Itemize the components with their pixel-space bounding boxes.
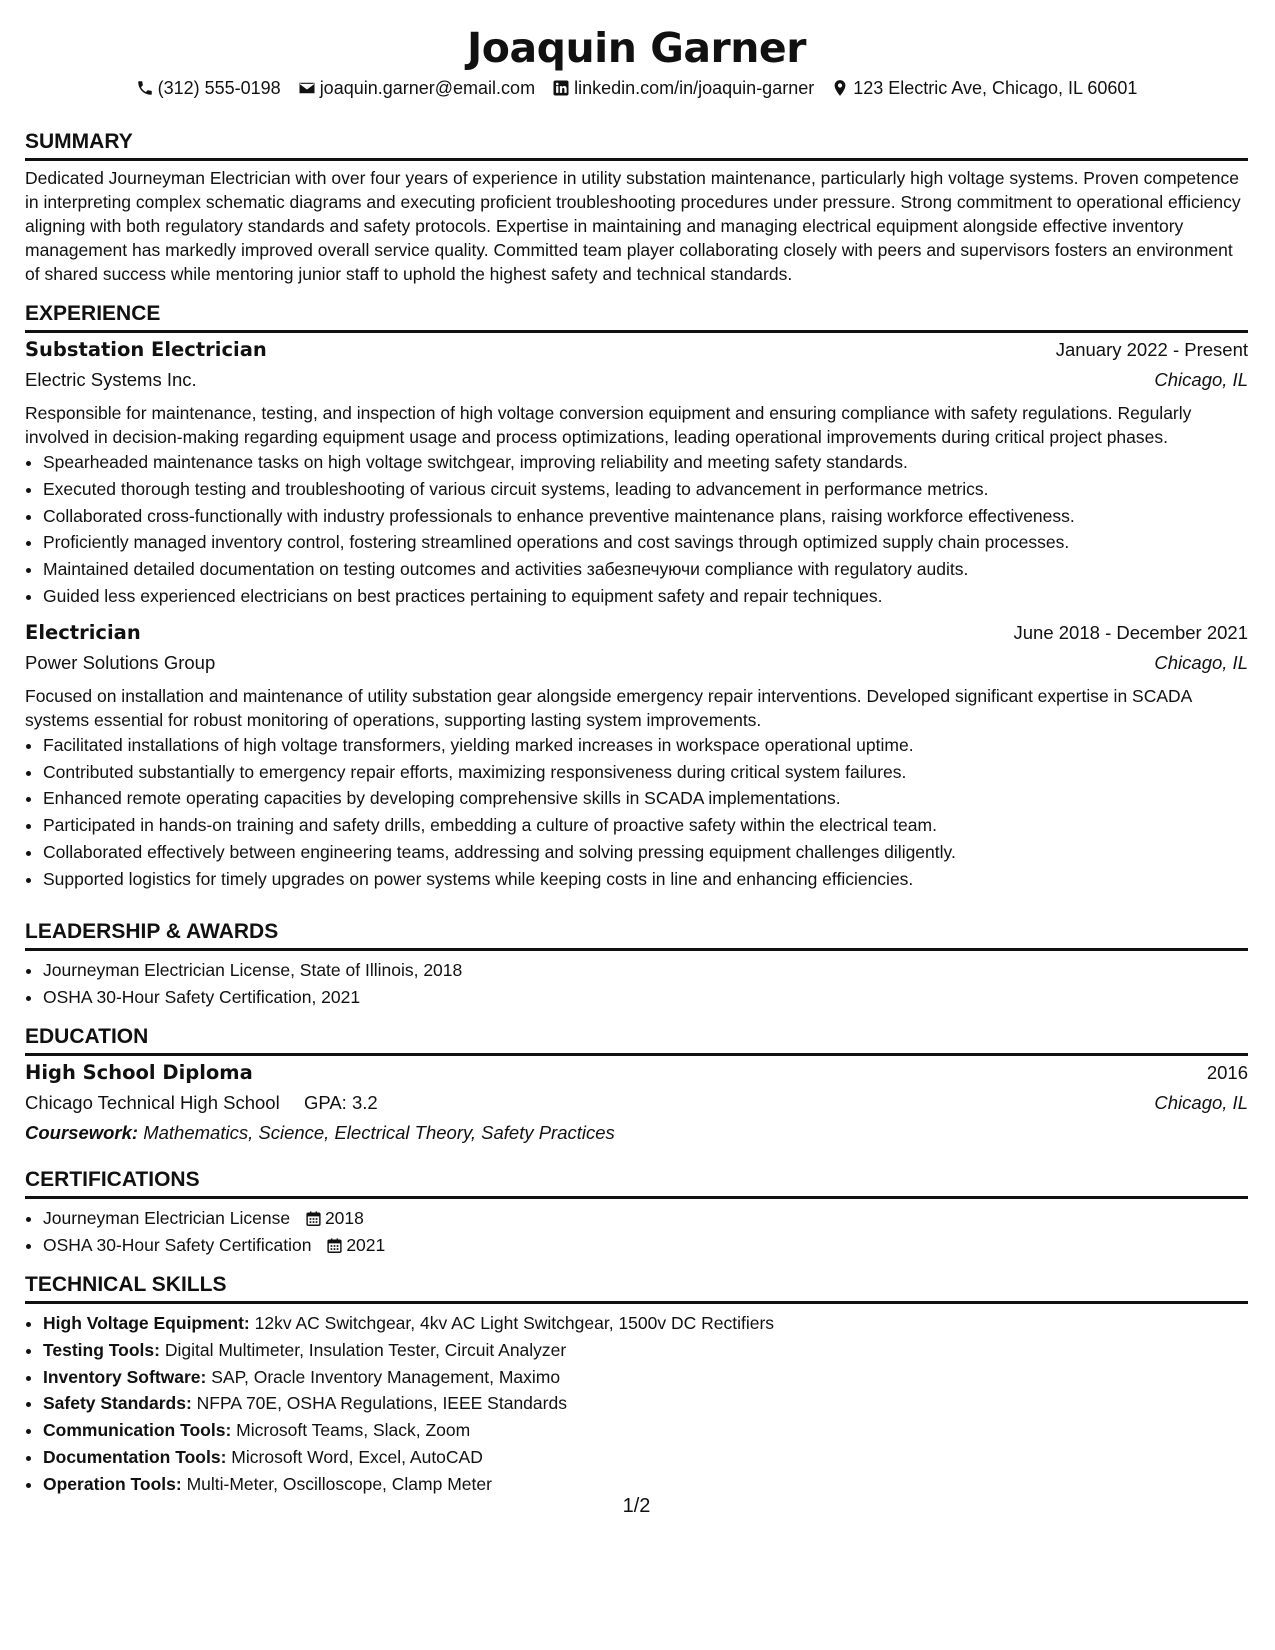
skill-value: 12kv AC Switchgear, 4kv AC Light Switchgear, 1500v DC Rectifiers xyxy=(254,1313,775,1333)
list-item xyxy=(43,1232,1248,1259)
job-company: Electric Systems Inc. xyxy=(25,369,197,390)
skills-list xyxy=(25,1310,1248,1498)
list-item: • Collaborated cross-functionally with industry professionals to enhance preventive maintenance plans, raising workforce effectiveness. xyxy=(43,503,1248,530)
job-description: Focused on installation and maintenance of utility substation gear alongside emergency repair interventions. Developed significant expertise in SCADA systems essential for robust monitoring of operations, supporting lasting system improvements. xyxy=(25,685,1192,730)
certifications-list xyxy=(25,1205,1248,1259)
contact-address xyxy=(831,76,1137,100)
leadership-section xyxy=(25,918,1248,1011)
linkedin-link[interactable]: linkedin.com/in/joaquin-garner xyxy=(574,78,815,98)
experience-section xyxy=(25,300,1248,893)
list-item xyxy=(43,1364,1248,1391)
skill-value: Microsoft Teams, Slack, Zoom xyxy=(236,1420,471,1441)
skill-label: High Voltage Equipment: xyxy=(43,1313,250,1333)
job-date: June 2018 - December 2021 xyxy=(1013,621,1248,643)
school-line xyxy=(25,1088,378,1118)
skill-label: Documentation Tools: xyxy=(43,1446,227,1467)
skills-section xyxy=(25,1271,1248,1498)
coursework-line xyxy=(25,1118,1248,1148)
list-item: • Contributed substantially to emergency repair efforts, maximizing responsiveness during critical system failures. xyxy=(43,759,1248,786)
section-title-skills: TECHNICAL SKILLS xyxy=(25,1271,1248,1304)
section-title-summary: SUMMARY xyxy=(25,128,1248,161)
list-item: • Maintained detailed documentation on testing outcomes and activities забезпечуючи compliance with regulatory audits. xyxy=(43,556,1248,583)
education-location: Chicago, IL xyxy=(1154,1092,1248,1113)
education-section xyxy=(25,1023,1248,1148)
list-item: • Proficiently managed inventory control, fostering streamlined operations and cost savings through optimized supply chain processes. xyxy=(43,529,1248,556)
location-pin-icon xyxy=(831,79,849,97)
job-location: Chicago, IL xyxy=(1154,651,1248,673)
list-item: • Guided less experienced electricians on best practices pertaining to equipment safety and repair techniques. xyxy=(43,583,1248,610)
job-title: Electrician xyxy=(25,620,141,644)
job-bullets xyxy=(25,732,1248,893)
skill-label: Inventory Software: xyxy=(43,1366,207,1387)
job-date: January 2022 - Present xyxy=(1055,339,1248,360)
certification-name: Journeyman Electrician License xyxy=(43,1208,291,1228)
education-year: 2016 xyxy=(1206,1062,1248,1083)
certification-name: OSHA 30-Hour Safety Certification xyxy=(43,1234,312,1255)
candidate-name: Joaquin Garner xyxy=(467,24,806,72)
contact-linkedin[interactable] xyxy=(552,76,814,100)
list-item: • Supported logistics for timely upgrades on power systems while keeping costs in line and enhancing efficiencies. xyxy=(43,866,1248,893)
envelope-icon xyxy=(298,79,316,97)
job-location: Chicago, IL xyxy=(1154,369,1248,390)
list-item xyxy=(43,1205,1248,1232)
section-title-certifications: CERTIFICATIONS xyxy=(25,1166,1248,1199)
skill-label: Safety Standards: xyxy=(43,1393,192,1414)
list-item: • Facilitated installations of high voltage transformers, yielding marked increases in workspace operational uptime. xyxy=(43,732,1248,759)
job-entry xyxy=(25,335,1248,610)
section-title-experience: EXPERIENCE xyxy=(25,300,1248,333)
leadership-list xyxy=(25,957,1248,1011)
calendar-icon xyxy=(305,1210,323,1228)
section-title-leadership: LEADERSHIP & AWARDS xyxy=(25,918,1248,951)
phone-text: (312) 555-0198 xyxy=(157,78,281,98)
certifications-section xyxy=(25,1166,1248,1259)
skill-value: SAP, Oracle Inventory Management, Maximo xyxy=(211,1366,561,1387)
list-item: • Participated in hands-on training and safety drills, embedding a culture of proactive safety within the electrical team. xyxy=(43,812,1248,839)
address-text: 123 Electric Ave, Chicago, IL 60601 xyxy=(853,78,1138,98)
list-item: • Collaborated effectively between engineering teams, addressing and solving pressing equipment challenges diligently. xyxy=(43,839,1248,866)
job-title: Substation Electrician xyxy=(25,338,267,361)
list-item: • Spearheaded maintenance tasks on high voltage switchgear, improving reliability and meeting safety standards. xyxy=(43,449,1248,476)
school-name: Chicago Technical High School xyxy=(25,1092,280,1113)
skill-value: NFPA 70E, OSHA Regulations, IEEE Standards xyxy=(196,1393,567,1414)
phone-icon xyxy=(136,79,154,97)
contact-bar xyxy=(25,76,1248,100)
summary-section xyxy=(25,128,1248,286)
skill-label: Communication Tools: xyxy=(43,1420,232,1441)
contact-email[interactable] xyxy=(298,76,535,100)
gpa: GPA: 3.2 xyxy=(303,1092,378,1113)
degree-title: High School Diploma xyxy=(25,1061,253,1084)
calendar-icon xyxy=(326,1237,344,1255)
skill-label: Operation Tools: xyxy=(43,1473,182,1494)
list-item: • Enhanced remote operating capacities by developing comprehensive skills in SCADA implementations. xyxy=(43,785,1248,812)
skill-value: Digital Multimeter, Insulation Tester, Circuit Analyzer xyxy=(164,1339,567,1360)
list-item: • Executed thorough testing and troubleshooting of various circuit systems, leading to advancement in performance metrics. xyxy=(43,476,1248,503)
job-bullets xyxy=(25,449,1248,610)
skill-label: Testing Tools: xyxy=(43,1339,160,1360)
coursework-text: Mathematics, Science, Electrical Theory, Safety Practices xyxy=(143,1122,615,1143)
linkedin-icon xyxy=(552,79,570,97)
list-item: • OSHA 30-Hour Safety Certification, 2021 xyxy=(43,984,1248,1011)
list-item xyxy=(43,1417,1248,1444)
job-description: Responsible for maintenance, testing, and inspection of high voltage conversion equipment and ensuring compliance with safety regulations. Regularly involved in decision-making regarding equipment usage and process optimizations, leading operational improvements during critical project phases. xyxy=(25,403,1192,447)
page-number: 1/2 xyxy=(622,1495,651,1517)
skill-value: Multi-Meter, Oscilloscope, Clamp Meter xyxy=(186,1473,492,1494)
email-link[interactable]: joaquin.garner@email.com xyxy=(319,78,536,98)
list-item xyxy=(43,1337,1248,1364)
list-item xyxy=(43,1444,1248,1471)
contact-phone xyxy=(136,76,281,100)
list-item: • Journeyman Electrician License, State of Illinois, 2018 xyxy=(43,957,1248,984)
job-company: Power Solutions Group xyxy=(25,651,216,673)
certification-year: 2018 xyxy=(324,1208,364,1228)
skill-value: Microsoft Word, Excel, AutoCAD xyxy=(231,1446,483,1467)
job-entry xyxy=(25,618,1248,893)
summary-text: Dedicated Journeyman Electrician with over four years of experience in utility substation maintenance, particularly high voltage systems. Proven competence in interpreting complex schematic diagrams and executing proficient troubleshooting procedures under pressure. Strong commitment to operational efficiency aligning with both regulatory standards and safety protocols. Expertise in maintaining and managing electrical equipment alongside effective inventory management has markedly improved overall service quality. Committed team player collaborating closely with peers and supervisors fosters an environment of shared success while mentoring junior staff to uphold the highest safety and technical standards. xyxy=(25,168,1241,284)
resume-page xyxy=(25,0,1248,1650)
section-title-education: EDUCATION xyxy=(25,1023,1248,1056)
certification-year: 2021 xyxy=(346,1234,386,1255)
list-item xyxy=(43,1390,1248,1417)
list-item xyxy=(43,1310,1248,1337)
coursework-label: Coursework: xyxy=(25,1122,139,1143)
